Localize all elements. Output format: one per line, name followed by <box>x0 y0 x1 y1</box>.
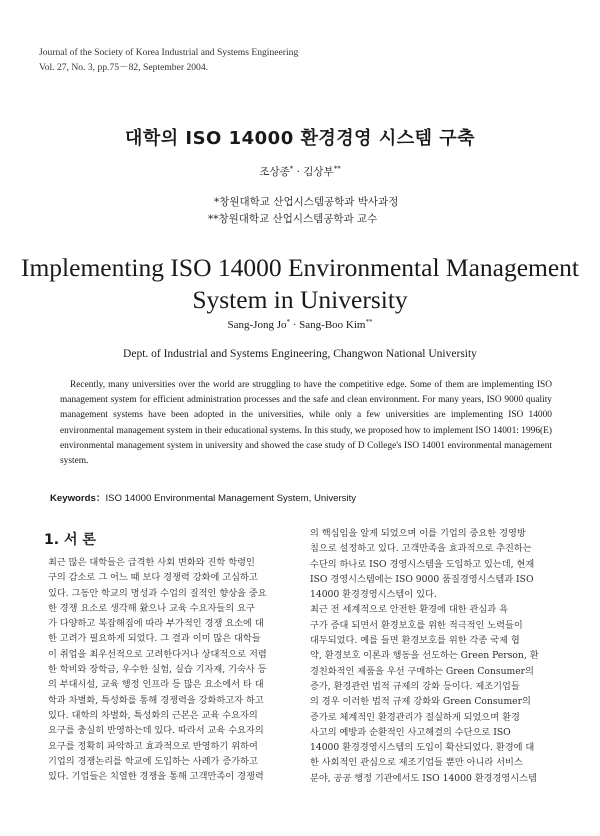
body-text-line: 의 경우 이러한 법적 규제 강화와 Green Consumer의 <box>310 696 531 708</box>
body-text-line: 최근 전 세계적으로 안전한 환경에 대한 관심과 욕 <box>310 604 508 616</box>
journal-name: Journal of the Society of Korea Industrial and Systems Engineering <box>39 47 299 58</box>
body-text-line: 학과 차별화, 특성화를 통해 경쟁력을 강화하고자 하고 <box>48 694 264 706</box>
body-text-line: 있다. 그동안 학교의 명성과 수업의 질적인 향상을 중요 <box>48 587 267 599</box>
korean-author-2-mark: ** <box>333 165 341 173</box>
section-heading <box>44 529 96 549</box>
body-text-line: 있다. 대학의 차별화, 특성화의 근본은 교육 수요자의 <box>48 709 258 721</box>
body-text-line: 사고의 예방과 순환적인 사고해결의 수단으로 ISO <box>310 726 511 738</box>
korean-title: 대학의 ISO 14000 환경경영 시스템 구축 <box>124 128 476 149</box>
body-text-line: 약, 환경보호 이론과 행동을 선도하는 Green Person, 환 <box>310 650 539 662</box>
body-text-line: 14000 환경경영시스템이 있다. <box>310 589 437 601</box>
author-separator: · <box>293 166 304 178</box>
body-text-line: 구가 증대 되면서 환경보호를 위한 적극적인 노력들이 <box>310 619 523 631</box>
korean-author-2: 김상부 <box>303 166 334 178</box>
english-authors <box>0 318 600 331</box>
body-text-line: 침으로 설정하고 있다. 고객만족을 효과적으로 추진하는 <box>310 543 532 555</box>
body-text-line: 요구를 충실히 반영하는데 있다. 따라서 교육 수요자의 <box>48 725 264 737</box>
journal-header <box>39 45 298 75</box>
korean-author-1-mark: * <box>289 165 294 173</box>
body-text-line: 한 사회적인 관심으로 제조기업들 뿐만 아니라 서비스 <box>310 757 523 769</box>
english-title-line-2: System in University <box>192 285 408 314</box>
body-text-line: 한 경쟁 요소로 생각해 왔으나 교육 수요자들의 요구 <box>48 602 255 614</box>
body-text-line: 증가로 체계적인 환경관리가 절실하게 되었으며 환경 <box>310 711 520 723</box>
keywords <box>50 490 356 504</box>
journal-volume: Vol. 27, No. 3, pp.75－82, September 2004. <box>39 62 209 73</box>
body-text-line: 요구를 정확히 파악하고 효과적으로 반영하기 위하여 <box>48 740 258 752</box>
korean-author-1: 조상종 <box>259 166 290 178</box>
body-text-line: 한 고려가 필요하게 되었다. 그 결과 이미 많은 대학들 <box>48 633 261 645</box>
left-column <box>48 555 300 784</box>
body-text-line: 가 다양하고 복잡해짐에 따라 부가적인 경쟁 요소에 대 <box>48 618 264 630</box>
body-text-line: ISO 경영시스템에는 ISO 9000 품질경영시스템과 ISO <box>310 573 534 585</box>
korean-affiliation-2: **창원대학교 산업시스템공학과 교수 <box>208 213 378 225</box>
english-title-line-1: Implementing ISO 14000 Environmental Management <box>20 253 580 282</box>
body-text-line: 기업의 경쟁논리를 학교에 도입하는 사례가 증가하고 <box>48 755 258 767</box>
keywords-label: Keywords <box>50 493 96 504</box>
korean-authors <box>0 164 600 179</box>
keywords-text: ISO 14000 Environmental Management System, University <box>105 493 357 504</box>
body-text-line: 있다. 기업들은 치열한 경쟁을 통해 고객만족이 경쟁력 <box>48 771 264 783</box>
section-number: 1. <box>44 532 60 548</box>
body-text-line: 경친화적인 제품을 우선 구매하는 Green Consumer의 <box>310 665 534 677</box>
body-text-line: 이 취업을 최우선적으로 고려한다거나 상대적으로 저렴 <box>48 648 267 660</box>
body-text-line: 대두되었다. 예를 들면 환경보호를 위한 각종 국제 협 <box>310 635 520 647</box>
body-text-line: 분야, 공공 행정 기관에서도 ISO 14000 환경경영시스템 <box>310 772 537 784</box>
section-title: 서 론 <box>63 532 96 548</box>
body-text-line: 14000 환경경영시스템의 도입이 확산되었다. 환경에 대 <box>310 742 535 754</box>
english-title <box>0 252 600 316</box>
body-text-line: 증가, 환경관련 법적 규제의 강화 등이다. 제조기업들 <box>310 680 520 692</box>
english-author-separator: · <box>290 319 300 331</box>
body-text-line: 한 학비와 장학금, 우수한 실험, 실습 기자재, 기숙사 등 <box>48 664 267 676</box>
abstract: Recently, many universities over the world are struggling to have the competitive edge. Some of them are implementing ISO management system for efficient administration processes and the safe and clean environment. For many years, ISO 9000 quality management systems have been adopted in the universities, while only a few universities are implementing ISO 14000 environmental management system in their educational systems. In this study, we proposed how to implement ISO 14001: 1996(E) environmental management system in university and showed the case study of D College's ISO 14001 environmental management system. <box>60 380 552 467</box>
english-author-2: Sang-Boo Kim <box>299 319 366 331</box>
english-author-2-mark: ** <box>365 318 373 326</box>
keywords-separator: ： <box>95 493 106 504</box>
english-author-1-mark: * <box>286 318 290 326</box>
korean-affiliations <box>208 194 398 228</box>
english-author-1: Sang-Jong Jo <box>227 319 287 331</box>
body-text-line: 구의 감소로 그 어느 때 보다 경쟁력 강화에 고심하고 <box>48 572 258 584</box>
body-text-line: 의 핵심임을 알게 되었으며 이를 기업의 중요한 경영방 <box>310 528 526 539</box>
body-text-line: 최근 많은 대학들은 급격한 사회 변화와 진학 학령인 <box>48 557 255 568</box>
department: Dept. of Industrial and Systems Engineering, Changwon National University <box>123 348 477 360</box>
body-text-line: 수단의 하나로 ISO 경영시스템을 도입하고 있는데, 현재 <box>310 558 535 570</box>
right-column <box>310 526 562 786</box>
body-text-line: 의 부대시설, 교육 행정 인프라 등 많은 요소에서 타 대 <box>48 679 264 691</box>
korean-affiliation-1: *창원대학교 산업시스템공학과 박사과정 <box>214 196 399 208</box>
